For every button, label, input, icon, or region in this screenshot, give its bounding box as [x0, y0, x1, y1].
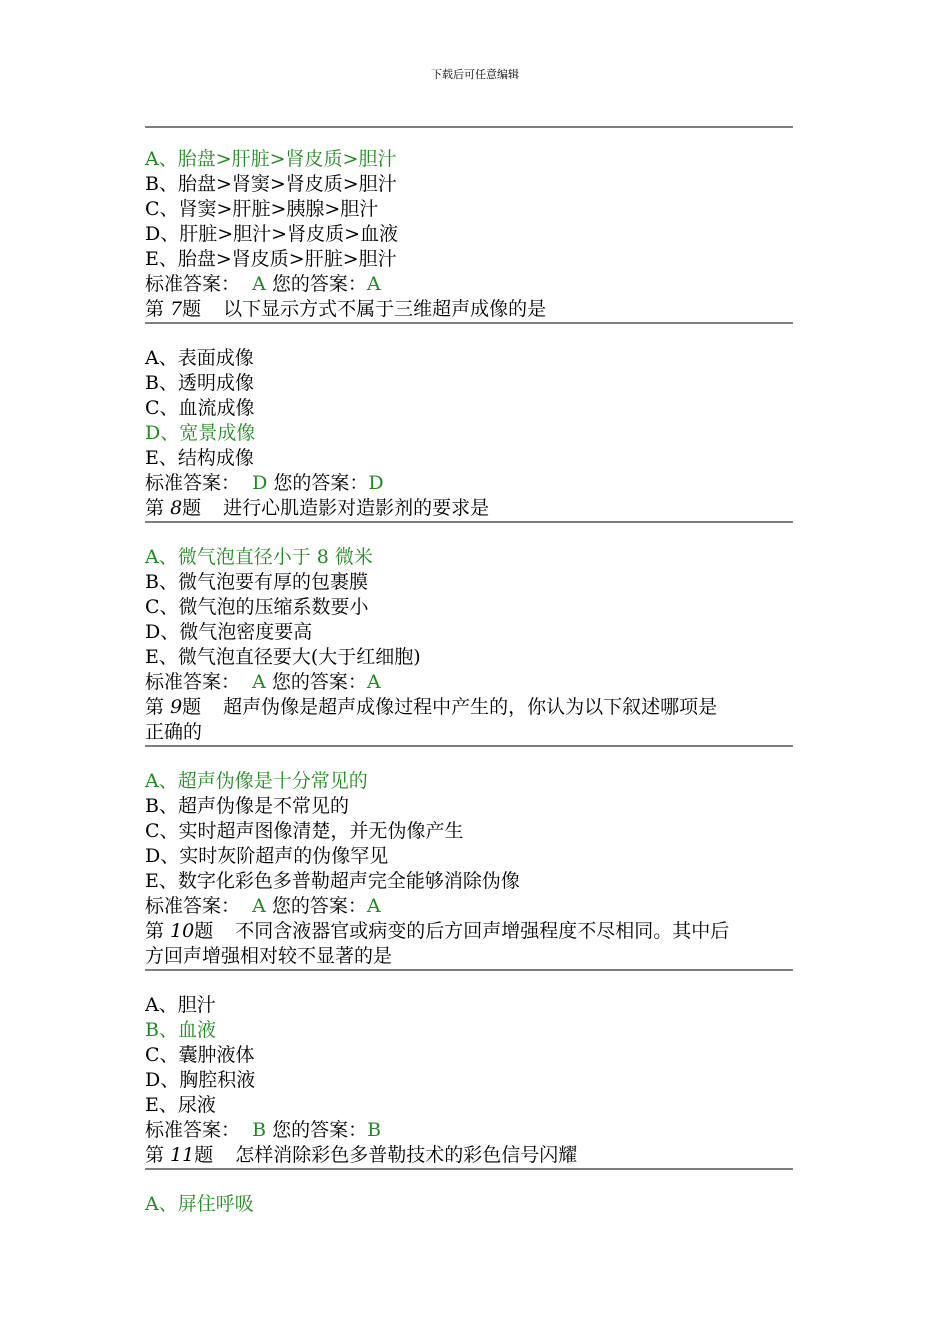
question-title-line — [145, 496, 793, 521]
question-number: 11 — [170, 1144, 195, 1166]
question-prefix: 第 — [145, 920, 165, 942]
question-number: 7 — [170, 298, 183, 320]
your-answer: A — [366, 895, 381, 917]
question-text: 进行心肌造影对造影剂的要求是 — [223, 497, 490, 519]
question-title — [145, 1143, 793, 1170]
your-answer: D — [368, 472, 384, 494]
option-correct: A、胎盘>肝脏>肾皮质>胆汁 — [145, 148, 397, 170]
your-answer: A — [366, 671, 381, 693]
option: B、微气泡要有厚的包裹膜 — [145, 571, 368, 593]
question-suffix: 题 — [194, 1144, 214, 1166]
option: E、数字化彩色多普勒超声完全能够消除伪像 — [145, 870, 520, 892]
question-list — [145, 147, 793, 1217]
option: E、尿液 — [145, 1094, 216, 1116]
question-text: 超声伪像是超声成像过程中产生的，你认为以下叙述哪项是 — [223, 696, 718, 718]
option: D、胸腔积液 — [145, 1069, 256, 1091]
your-answer-label: 您的答案： — [271, 671, 367, 693]
answer-row — [145, 1118, 793, 1143]
option: C、实时超声图像清楚，并无伪像产生 — [145, 820, 464, 842]
question-number: 9 — [170, 696, 183, 718]
question-prefix: 第 — [145, 298, 165, 320]
header-note: 下载后可任意编辑 — [431, 68, 519, 81]
question-title-line — [145, 919, 793, 944]
question-number: 8 — [170, 497, 183, 519]
question-options — [145, 346, 793, 496]
answer-label: 标准答案： — [145, 273, 241, 295]
standard-answer: B — [252, 1119, 267, 1141]
option: E、微气泡直径要大(大于红细胞) — [145, 646, 421, 668]
question-text-continued: 正确的 — [145, 721, 203, 743]
question-options — [145, 769, 793, 919]
option: C、血流成像 — [145, 397, 255, 419]
answer-row — [145, 272, 793, 297]
option: B、透明成像 — [145, 372, 254, 394]
question-suffix: 题 — [194, 920, 214, 942]
question-suffix: 题 — [182, 497, 202, 519]
standard-answer: A — [252, 895, 266, 917]
option: E、结构成像 — [145, 447, 254, 469]
answer-label: 标准答案： — [145, 671, 241, 693]
question-title — [145, 297, 793, 324]
option: D、实时灰阶超声的伪像罕见 — [145, 845, 389, 867]
question-title-line — [145, 1143, 793, 1168]
answer-label: 标准答案： — [145, 895, 241, 917]
option: C、微气泡的压缩系数要小 — [145, 596, 369, 618]
question-text: 不同含液器官或病变的后方回声增强程度不尽相同。其中后 — [235, 920, 730, 942]
option: D、微气泡密度要高 — [145, 621, 313, 643]
question-text-continued: 方回声增强相对较不显著的是 — [145, 945, 393, 967]
your-answer: B — [367, 1119, 382, 1141]
question-title-line — [145, 695, 793, 720]
option-correct: D、宽景成像 — [145, 422, 256, 444]
question-options — [145, 545, 793, 695]
option: D、肝脏>胆汁>肾皮质>血液 — [145, 223, 398, 245]
answer-row — [145, 670, 793, 695]
top-divider — [145, 126, 793, 128]
question-options — [145, 1192, 793, 1217]
question-title — [145, 695, 793, 747]
question-prefix: 第 — [145, 1144, 165, 1166]
answer-row — [145, 471, 793, 496]
your-answer: A — [366, 273, 381, 295]
answer-label: 标准答案： — [145, 1119, 241, 1141]
question-block-continued — [145, 147, 793, 297]
question-suffix: 题 — [182, 696, 202, 718]
option-correct: A、屏住呼吸 — [145, 1193, 254, 1215]
answer-row — [145, 894, 793, 919]
option: A、表面成像 — [145, 347, 254, 369]
option: C、囊肿液体 — [145, 1044, 255, 1066]
standard-answer: A — [252, 273, 266, 295]
question-text: 以下显示方式不属于三维超声成像的是 — [223, 298, 547, 320]
standard-answer: D — [252, 472, 268, 494]
your-answer-label: 您的答案： — [271, 895, 367, 917]
question-title — [145, 919, 793, 971]
your-answer-label: 您的答案： — [273, 472, 369, 494]
question-title-line — [145, 297, 793, 322]
option: B、超声伪像是不常见的 — [145, 795, 349, 817]
question-text: 怎样消除彩色多普勒技术的彩色信号闪耀 — [235, 1144, 578, 1166]
question-suffix: 题 — [182, 298, 202, 320]
option-correct: A、超声伪像是十分常见的 — [145, 770, 368, 792]
question-title — [145, 496, 793, 523]
answer-label: 标准答案： — [145, 472, 241, 494]
option: C、肾窦>肝脏>胰腺>胆汁 — [145, 198, 379, 220]
question-options — [145, 993, 793, 1143]
option-correct: B、血液 — [145, 1019, 216, 1041]
option-correct: A、微气泡直径小于 8 微米 — [145, 546, 373, 568]
question-prefix: 第 — [145, 497, 165, 519]
option: A、胆汁 — [145, 994, 216, 1016]
question-number: 10 — [170, 920, 195, 942]
option: E、胎盘>肾皮质>肝脏>胆汁 — [145, 248, 397, 270]
standard-answer: A — [252, 671, 266, 693]
your-answer-label: 您的答案： — [272, 1119, 368, 1141]
option: B、胎盘>肾窦>肾皮质>胆汁 — [145, 173, 397, 195]
question-prefix: 第 — [145, 696, 165, 718]
your-answer-label: 您的答案： — [271, 273, 367, 295]
